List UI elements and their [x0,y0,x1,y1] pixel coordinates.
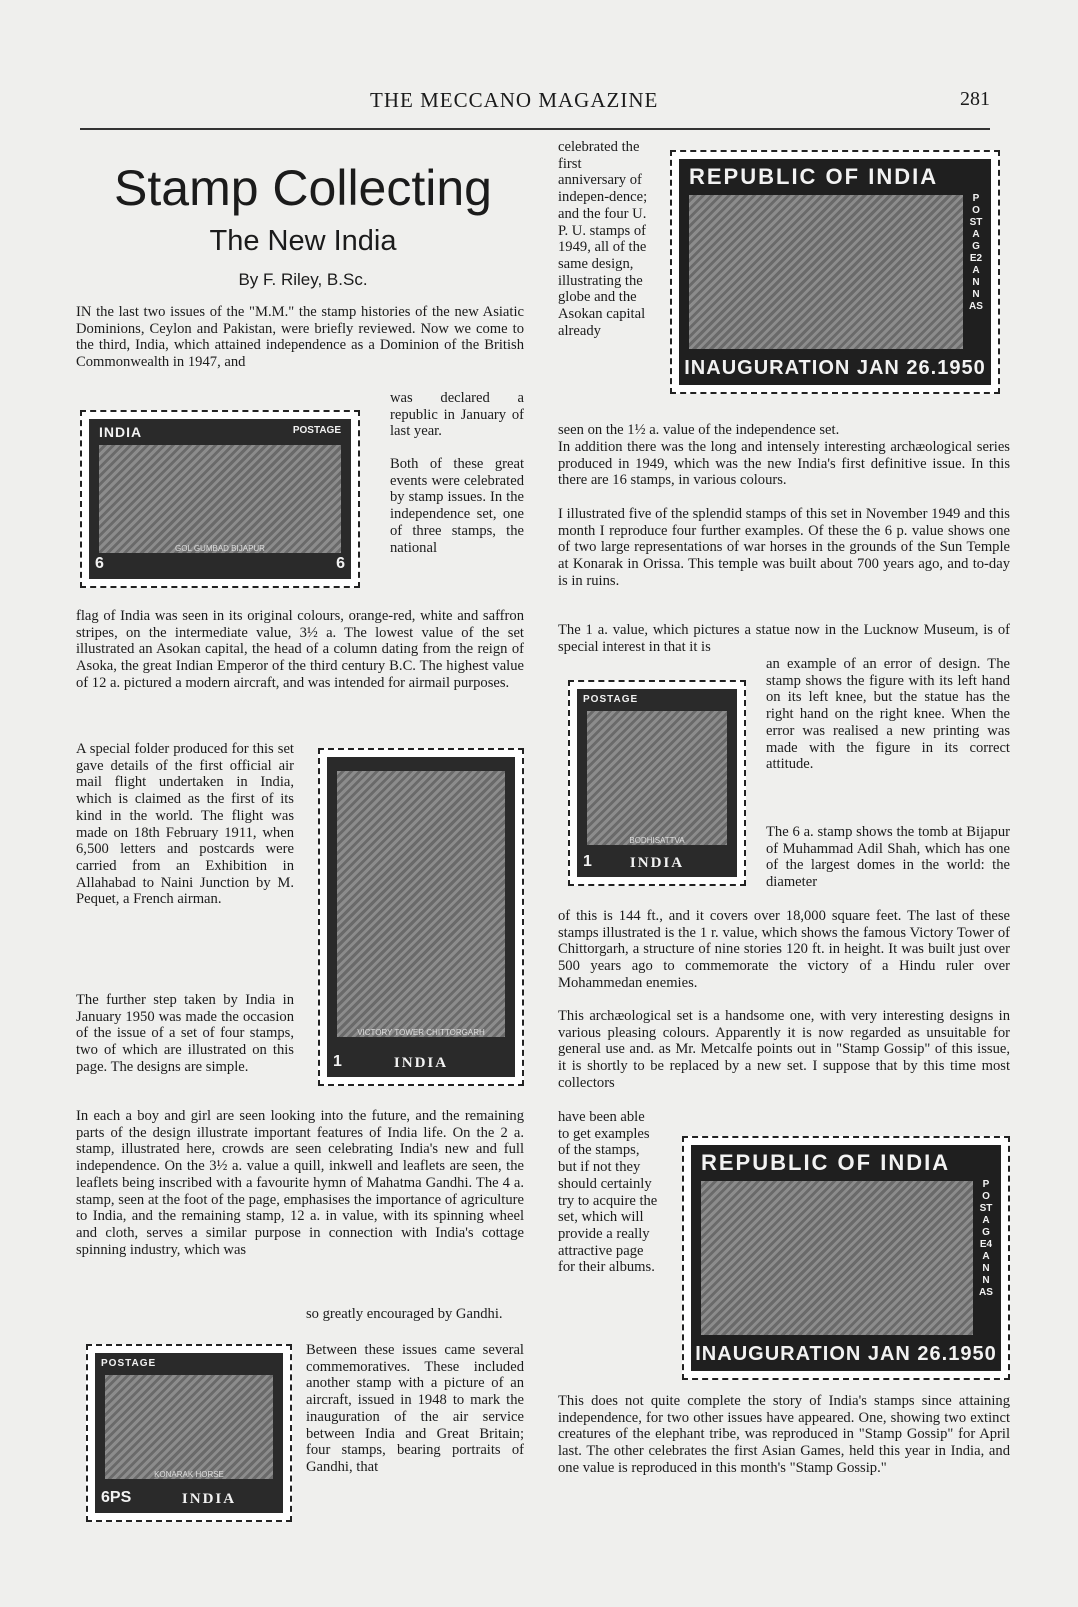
page-number: 281 [960,88,990,110]
paragraph-war-horses: I illustrated five of the splendid stamps of this set in November 1949 and this month I reproduce four further examples. Of these the 6 p. value shows one of two large representations of war horses in the grounds of the Sun Temple at Konarak in Orissa. This temple was built about 700 years ago, and to-day is in ruins. [558,506,1010,589]
paragraph-gandhi: so greatly encouraged by Gandhi. [306,1306,503,1322]
stamp-country-label: INDIA [393,1055,449,1071]
paragraph-error: an example of an error of design. The stamp shows the figure with its left hand on its left knee, but the statue has the right hand on the right knee. When the error was realised a new printing was made with the figure in its correct attitude. [766,656,1010,773]
stamp-inauguration-label: INAUGURATION JAN 26.1950 [684,357,986,379]
paragraph-archaeological: In addition there was the long and intensely interesting archæological series produced in 1949, which was the new India's first definitive issue. In this there are 16 stamps, in various colours. [558,439,1010,489]
stamp-value: 6PS [101,1489,132,1506]
stamp-inauguration-2a [670,150,1000,394]
stamp-caption: KONARAK HORSE [154,1470,224,1479]
agriculture-illustration [701,1181,973,1335]
article-subtitle: The New India [209,225,397,257]
stamp-country-label: INDIA [181,1491,237,1507]
paragraph-intro: IN the last two issues of the "M.M." the stamp histories of the new Asiatic Dominions, Ceylon and Pakistan, were briefly reviewed. Now we come to the third, India, which attained independence as a Dominion of the British Commonwealth in 1947, and [76,304,524,371]
stamp-country-label: INDIA [629,855,685,871]
stamp-bodhisattva [568,680,746,886]
paragraph-further: The further step taken by India in January 1950 was made the occasion of the issue of a set of four stamps, two of which are illustrated on this page. The designs are simple. [76,992,294,1075]
stamp-value: 6 [95,555,104,572]
stamp-caption: BODHISATTVA [629,836,685,845]
stamp-country-label: REPUBLIC OF INDIA [701,1150,951,1175]
stamp-side-label: POSTAGE2ANNAS [969,193,983,312]
paragraph-folder: A special folder produced for this set gave details of the first official air mail flight undertaken in India, which is claimed as the first of its kind in the world. The flight was made on 18th February 1911, when 6,500 letters and postcards were carried from an Exhibition in Allahabad to Naini Junction by M. Pequet, a French airman. [76,741,294,908]
stamp-inauguration-4a [682,1136,1010,1380]
magazine-title: THE MECCANO MAGAZINE [370,88,659,112]
stamp-postage-label: POSTAGE [101,1358,157,1369]
paragraph-events: Both of these great events were celebrated by stamp issues. In the independence set, one of three stamps, the national [390,456,524,556]
paragraph-independence-set: seen on the 1½ a. value of the independence set. [558,422,840,438]
paragraph-anniversary: celebrated the first anniversary of indepen-dence; and the four U. P. U. stamps of 1949, all of the same design, illustrating the globe and the Asokan capital already [558,139,648,339]
stamp-caption: GOL GUMBAD BIJAPUR [175,544,265,553]
stamp-postage-label: POSTAGE [583,694,639,705]
horse-illustration [105,1375,273,1479]
paragraph-flag: flag of India was seen in its original colours, orange-red, white and saffron stripes, on the intermediate value, 3½ a. The lowest value of the set illustrated an Asokan capital, the head of a column dating from the reign of Asoka, the great Indian Emperor of the third century B.C. The highest value of 12 a. pictured a modern aircraft, and was intended for airmail purposes. [76,608,524,691]
stamp-inauguration-label: INAUGURATION JAN 26.1950 [695,1343,997,1365]
stamp-victory-tower [318,748,524,1086]
stamp-postage-label: POSTAGE [292,425,341,436]
stamp-side-label: POSTAGE4ANNAS [979,1179,993,1298]
paragraph-designs: In each a boy and girl are seen looking into the future, and the remaining parts of the design illustrate important features of India life. On the 2 a. stamp, illustrated here, crowds are seen celebrating India's new and full independence. On the 3½ a. value a quill, inkwell and leaflets are seen, the leaflets being inscribed with a favourite hymn of Mahatma Gandhi. The 4 a. stamp, seen at the foot of the page, emphasises the importance of agriculture to India, and the remaining stamp, 12 a. in value, with its spinning wheel and cloth, serves a similar purpose in connection with India's cottage spinning industry, which was [76,1108,524,1258]
paragraph-handsome: This archæological set is a handsome one, with very interesting designs in various pleasing colours. Apparently it is now regarded as unsuitable for general use and. as Mr. Metcalfe points out in "Stamp Gossip" of this issue, it is shortly to be replaced by a new set. I suppose that by this time most collectors [558,1008,1010,1091]
paragraph-bijapur: The 6 a. stamp shows the tomb at Bijapur of Muhammad Adil Shah, which has one of the largest domes in the world: the diameter [766,824,1010,891]
stamp-value: 1 [333,1053,342,1070]
stamp-value-right: 6 [336,555,345,572]
stamp-country-label: REPUBLIC OF INDIA [689,164,939,189]
paragraph-story: This does not quite complete the story of India's stamps since attaining independence, for two other issues have appeared. One, showing two extinct creatures of the elephant tribe, was reproduced in "Stamp Gossip" for April last. The other celebrates the first Asian Games, held this year in India, and one value is reproduced in this month's "Stamp Gossip." [558,1393,1010,1476]
article-byline: By F. Riley, B.Sc. [238,270,368,289]
stamp-gol-gumbad [80,410,360,588]
celebration-illustration [689,195,963,349]
stamp-caption: VICTORY TOWER CHITTORGARH [357,1028,485,1037]
stamp-country-label: INDIA [99,424,143,440]
statue-illustration [587,711,727,845]
paragraph-intro-cont: was declared a republic in January of last year. [390,390,524,440]
tower-illustration [337,771,505,1037]
paragraph-albums: have been able to get examples of the stamps, but if not they should certainly try to acquire the set, which will provide a really attractive page for their albums. [558,1109,658,1276]
tomb-illustration [99,445,341,553]
header-rule [80,128,990,130]
paragraph-lucknow: The 1 a. value, which pictures a statue now in the Lucknow Museum, is of special interest in that it is [558,622,1010,655]
paragraph-commemoratives: Between these issues came several commemoratives. These included another stamp with a picture of an aircraft, issued in 1948 to mark the inauguration of the air service between India and Great Britain; four stamps, bearing portraits of Gandhi, that [306,1342,524,1475]
stamp-value: 1 [583,853,592,870]
paragraph-victory-tower: of this is 144 ft., and it covers over 18,000 square feet. The last of these stamps illustrated is the 1 r. value, which shows the famous Victory Tower of Chittorgarh, a structure of nine stories 120 ft. in height. It was built just over 500 years ago to commemorate the victory of a Hindu ruler over Mohammedan enemies. [558,908,1010,991]
running-header [80,88,990,122]
stamp-konarak-horse [86,1344,292,1522]
article-title: Stamp Collecting [114,160,492,216]
